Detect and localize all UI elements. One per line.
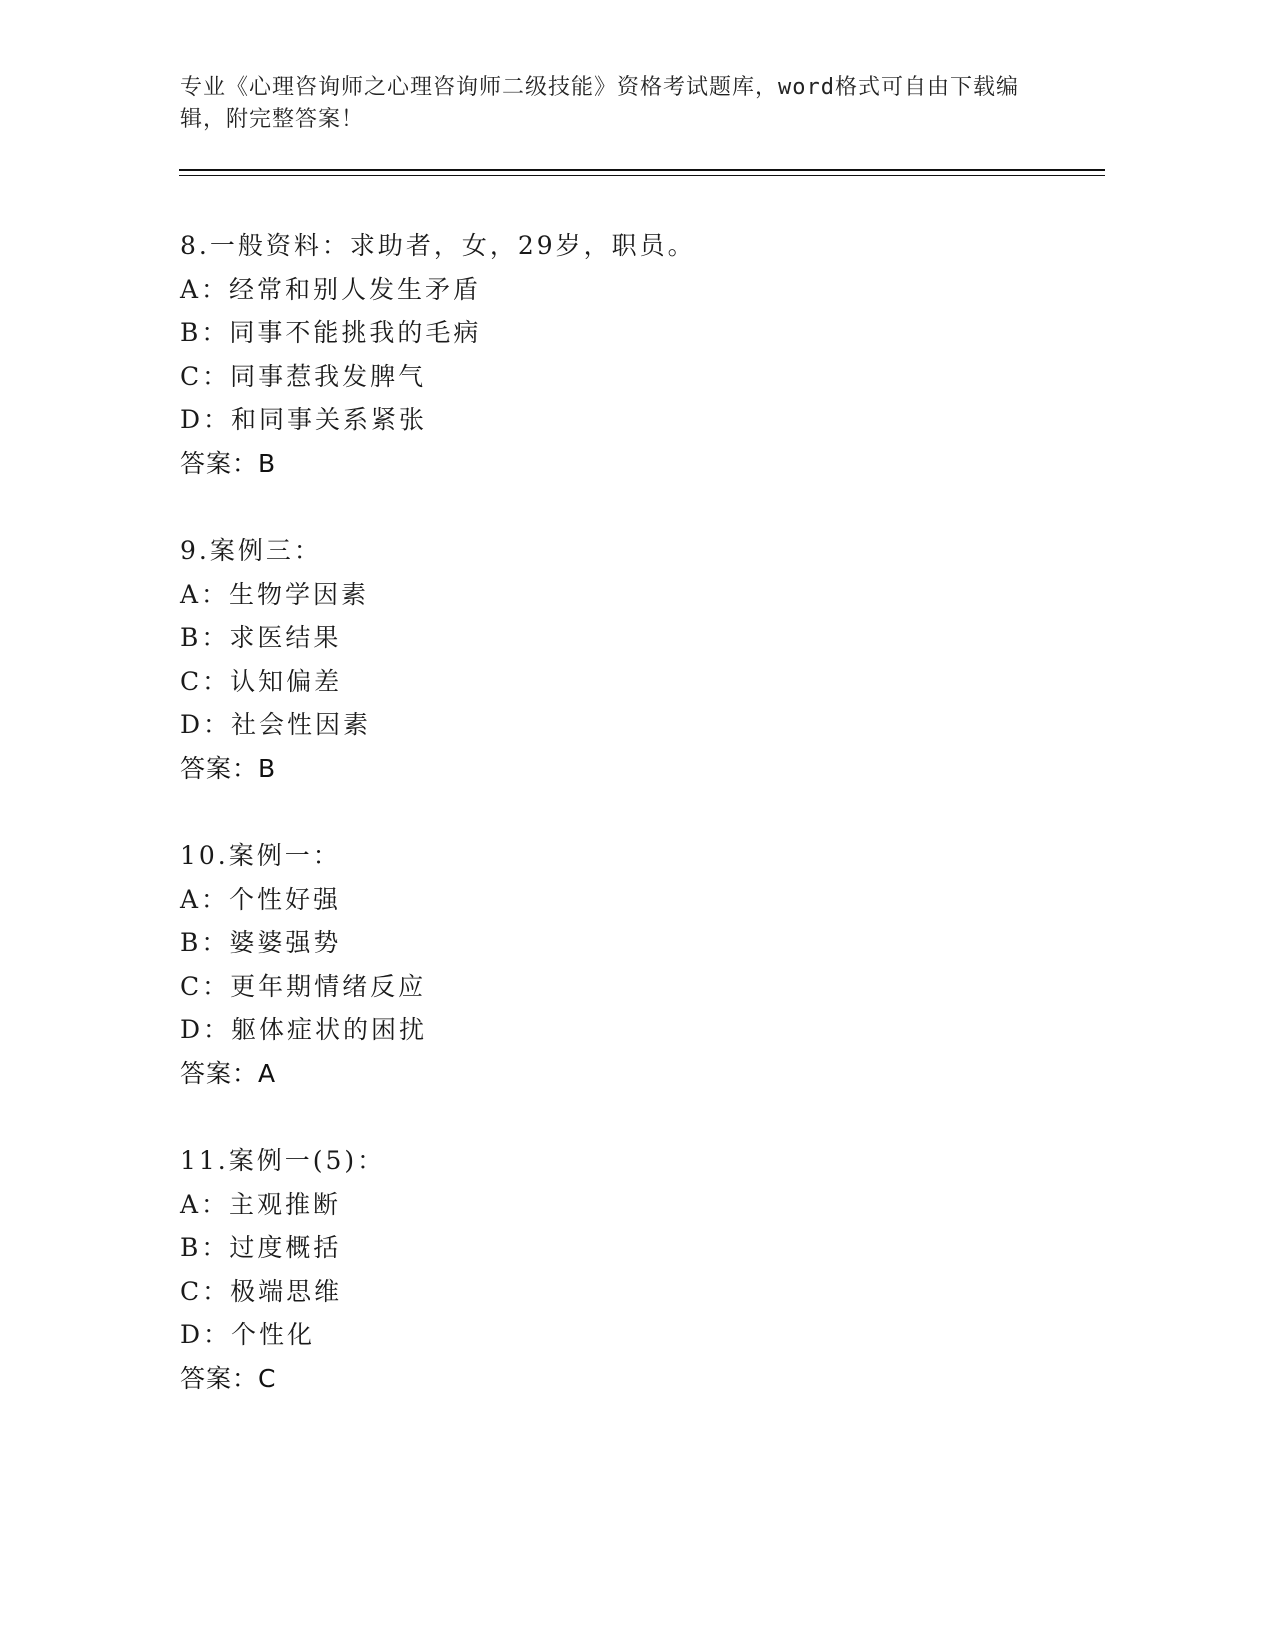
- question-9: [180, 529, 1080, 791]
- option-d: D：个性化: [180, 1320, 316, 1350]
- option-a: A：经常和别人发生矛盾: [180, 274, 482, 304]
- question-title: 10.案例一：: [180, 841, 341, 870]
- option-b: B：过度概括: [180, 1233, 342, 1263]
- option-c: C：更年期情绪反应: [180, 971, 427, 1001]
- document-intro: 专业《心理咨询师之心理咨询师二级技能》资格考试题库，word格式可自由下载编辑，附完整答案！: [180, 75, 1019, 132]
- question-title: 8.一般资料：求助者，女，29岁，职员。: [180, 231, 696, 260]
- option-c: C：认知偏差: [180, 666, 343, 696]
- question-8: [180, 224, 1080, 486]
- option-b: B：婆婆强势: [180, 928, 342, 958]
- option-a: A：主观推断: [180, 1189, 342, 1219]
- option-a: A：生物学因素: [180, 579, 370, 609]
- answer: 答案：B: [180, 753, 277, 783]
- question-title: 9.案例三：: [180, 536, 322, 565]
- question-11: [180, 1139, 1080, 1401]
- option-b: B：同事不能挑我的毛病: [180, 318, 482, 348]
- question-title: 11.案例一(5)：: [180, 1146, 386, 1175]
- option-d: D：社会性因素: [180, 710, 372, 740]
- option-c: C：同事惹我发脾气: [180, 361, 427, 391]
- header-rule-thin: [179, 175, 1105, 176]
- option-d: D：和同事关系紧张: [180, 405, 428, 435]
- header-rule-thick: [179, 169, 1105, 171]
- option-a: A：个性好强: [180, 884, 342, 914]
- answer: 答案：C: [180, 1363, 277, 1393]
- option-c: C：极端思维: [180, 1276, 343, 1306]
- option-d: D：躯体症状的困扰: [180, 1015, 428, 1045]
- option-b: B：求医结果: [180, 623, 342, 653]
- question-10: [180, 834, 1080, 1096]
- answer: 答案：A: [180, 1058, 277, 1088]
- answer: 答案：B: [180, 448, 277, 478]
